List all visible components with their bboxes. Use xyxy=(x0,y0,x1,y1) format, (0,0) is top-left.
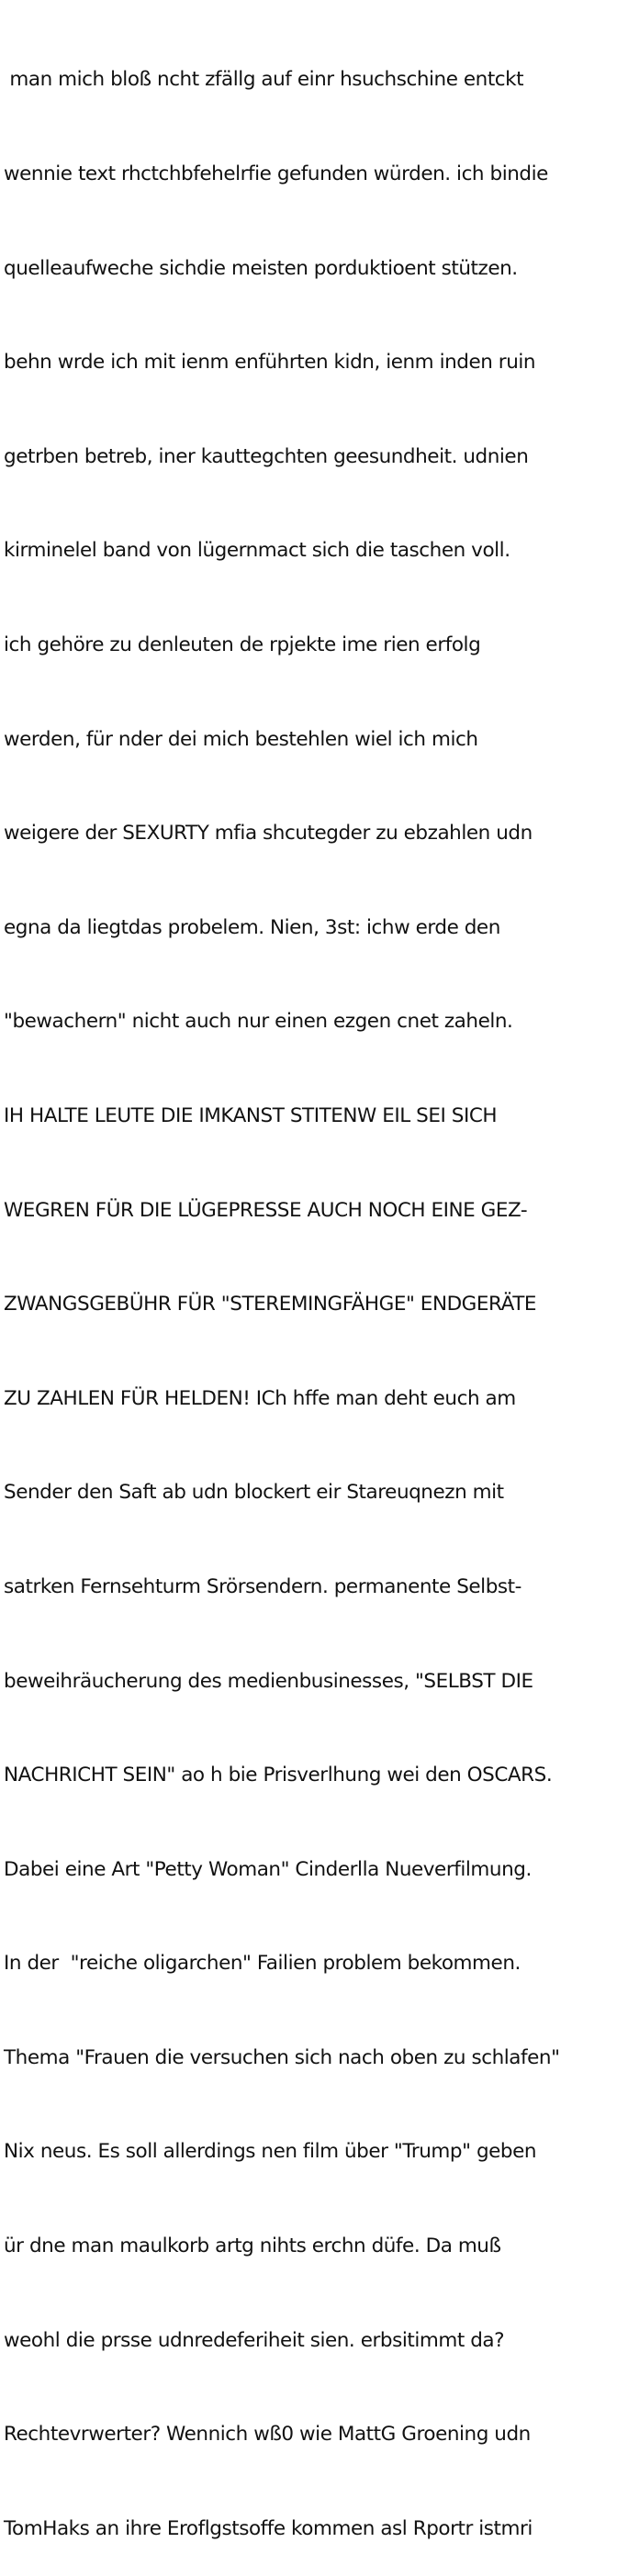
text-line: WEGREN FÜR DIE LÜGEPRESSE AUCH NOCH EINE GEZ- xyxy=(4,1198,528,1222)
text-line: Dabei eine Art "Petty Woman" Cinderlla Nueverfilmung. xyxy=(4,1857,532,1881)
text-line: weigere der SEXURTY mfia shcutegder zu ebzahlen udn xyxy=(4,822,533,846)
text-line: satrken Fernsehturm Srörsendern. permanente Selbst- xyxy=(4,1574,521,1598)
text-line: wennie text rhctchbfehelrfie gefunden würden. ich bindie xyxy=(4,162,548,185)
text-line: Thema "Frauen die versuchen sich nach oben zu schlafen" xyxy=(4,2045,560,2069)
text-line: IH HALTE LEUTE DIE IMKANST STITENW EIL SEI SICH xyxy=(4,1103,498,1127)
text-line: ür dne man maulkorb artg nihts erchn düfe. Da muß xyxy=(4,2234,501,2258)
text-line: quelleaufweche sichdie meisten porduktioent stützen. xyxy=(4,256,518,280)
text-line: behn wrde ich mit ienm enführten kidn, ienm inden ruin xyxy=(4,351,536,375)
text-line: Sender den Saft ab udn blockert eir Stareuqnezn mit xyxy=(4,1481,504,1505)
text-line: "bewachern" nicht auch nur einen ezgen cnet zaheln. xyxy=(4,1010,513,1034)
text-line: beweihräucherung des medienbusinesses, "SELBST DIE xyxy=(4,1669,533,1693)
text-line: werden, für nder dei mich bestehlen wiel ich mich xyxy=(4,727,478,751)
text-line: Rechtevrwerter? Wennich wß0 wie MattG Groening udn xyxy=(4,2423,531,2447)
text-line: egna da liegtdas probelem. Nien, 3st: ichw erde den xyxy=(4,915,500,939)
document-text xyxy=(4,2,628,2576)
text-line: NACHRICHT SEIN" ao h bie Prisverlhung wei den OSCARS. xyxy=(4,1764,553,1787)
text-line: kirminelel band von lügernmact sich die taschen voll. xyxy=(4,539,510,563)
text-line: getrben betreb, iner kauttegchten geesundheit. udnien xyxy=(4,444,529,468)
text-line: ich gehöre zu denleuten de rpjekte ime rien erfolg xyxy=(4,633,481,656)
text-line: ZU ZAHLEN FÜR HELDEN! ICh hffe man deht euch am xyxy=(4,1386,516,1410)
text-line: Nix neus. Es soll allerdings nen film über "Trump" geben xyxy=(4,2140,537,2164)
text-line: weohl die prsse udnredeferiheit sien. erbsitimmt da? xyxy=(4,2328,505,2352)
text-line: In der "reiche oligarchen" Failien problem bekommen. xyxy=(4,1952,521,1976)
text-line: ZWANGSGEBÜHR FÜR "STEREMINGFÄHGE" ENDGERÄTE xyxy=(4,1293,537,1316)
text-line: man mich bloß ncht zfällg auf einr hsuchschine entckt xyxy=(4,68,524,92)
text-line: TomHaks an ihre Eroflgstsoffe kommen asl Rportr istmri xyxy=(4,2516,533,2540)
